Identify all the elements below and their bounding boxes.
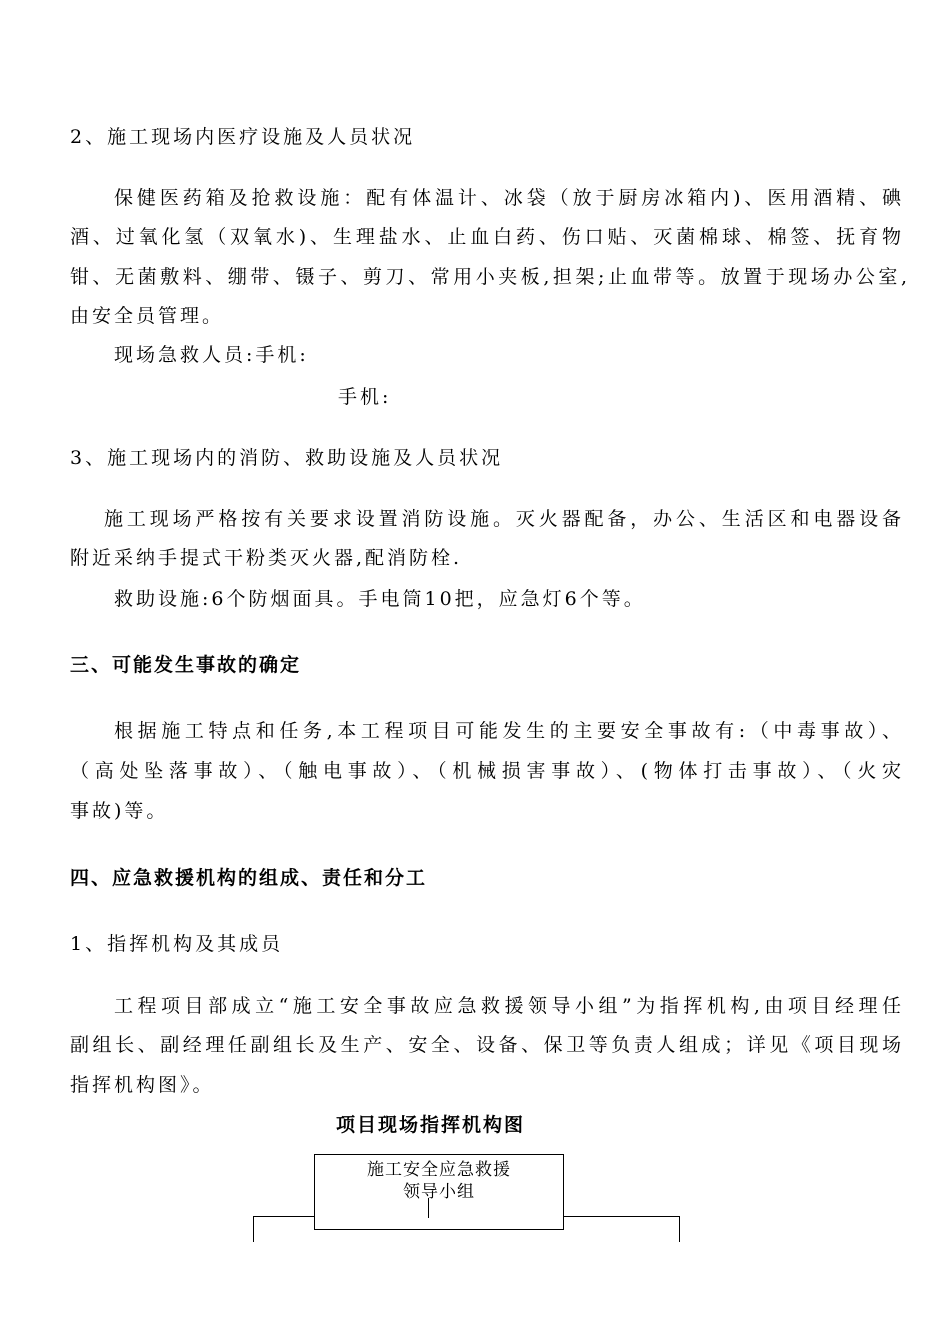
org-chart-right-drop xyxy=(679,1216,680,1242)
section-3-para-line-2: 附近采纳手提式干粉类灭火器,配消防栓. xyxy=(70,547,463,569)
chapter-3-heading: 三、可能发生事故的确定 xyxy=(70,654,302,676)
chapter-4-para-line-1: 工程项目部成立“施工安全事故应急救援领导小组”为指挥机构,由项目经理任 xyxy=(114,995,904,1017)
section-3-heading: 3、施工现场内的消防、救助设施及人员状况 xyxy=(70,447,504,469)
chapter-4-heading: 四、应急救援机构的组成、责任和分工 xyxy=(70,867,428,889)
section-2-heading: 2、施工现场内医疗设施及人员状况 xyxy=(70,126,416,148)
section-2-para-line-3: 钳、无菌敷料、绷带、镊子、剪刀、常用小夹板,担架;止血带等。放置于现场办公室, xyxy=(70,266,910,288)
chapter-4-para-line-3: 指挥机构图》。 xyxy=(70,1074,215,1096)
chapter-4-para-line-2: 副组长、副经理任副组长及生产、安全、设备、保卫等负责人组成；详见《项目现场 xyxy=(70,1034,904,1056)
org-chart-top-box xyxy=(314,1154,564,1230)
org-chart-top-box-line-2: 领导小组 xyxy=(403,1182,475,1202)
section-2-para-line-2: 酒、过氧化氢（双氧水)、生理盐水、止血白药、伤口贴、灭菌棉球、棉签、抚育物 xyxy=(70,226,904,248)
section-2-para-line-1: 保健医药箱及抢救设施：配有体温计、冰袋（放于厨房冰箱内)、医用酒精、碘 xyxy=(114,187,904,209)
org-chart-stem-line xyxy=(428,1198,429,1218)
chapter-3-para-line-2: （高处坠落事故）、（触电事故）、（机械损害事故）、(物体打击事故）、（火灾 xyxy=(70,760,904,782)
org-chart-top-box-line-1: 施工安全应急救援 xyxy=(367,1160,511,1180)
org-chart-left-drop xyxy=(253,1216,254,1242)
chapter-3-para-line-1: 根据施工特点和任务,本工程项目可能发生的主要安全事故有:（中毒事故）、 xyxy=(114,720,904,742)
section-3-para-line-1: 施工现场严格按有关要求设置消防设施。灭火器配备，办公、生活区和电器设备 xyxy=(104,508,904,530)
chapter-3-para-line-3: 事故)等。 xyxy=(70,800,169,822)
section-2-para-line-4: 由安全员管理。 xyxy=(70,305,225,327)
rescue-facilities-line: 救助设施:6个防烟面具。手电筒10把，应急灯6个等。 xyxy=(114,588,646,610)
org-chart-title: 项目现场指挥机构图 xyxy=(336,1114,526,1136)
phone-line: 手机: xyxy=(338,386,392,408)
rescue-staff-line: 现场急救人员:手机: xyxy=(114,344,309,366)
chapter-4-sub-1: 1、指挥机构及其成员 xyxy=(70,933,284,955)
